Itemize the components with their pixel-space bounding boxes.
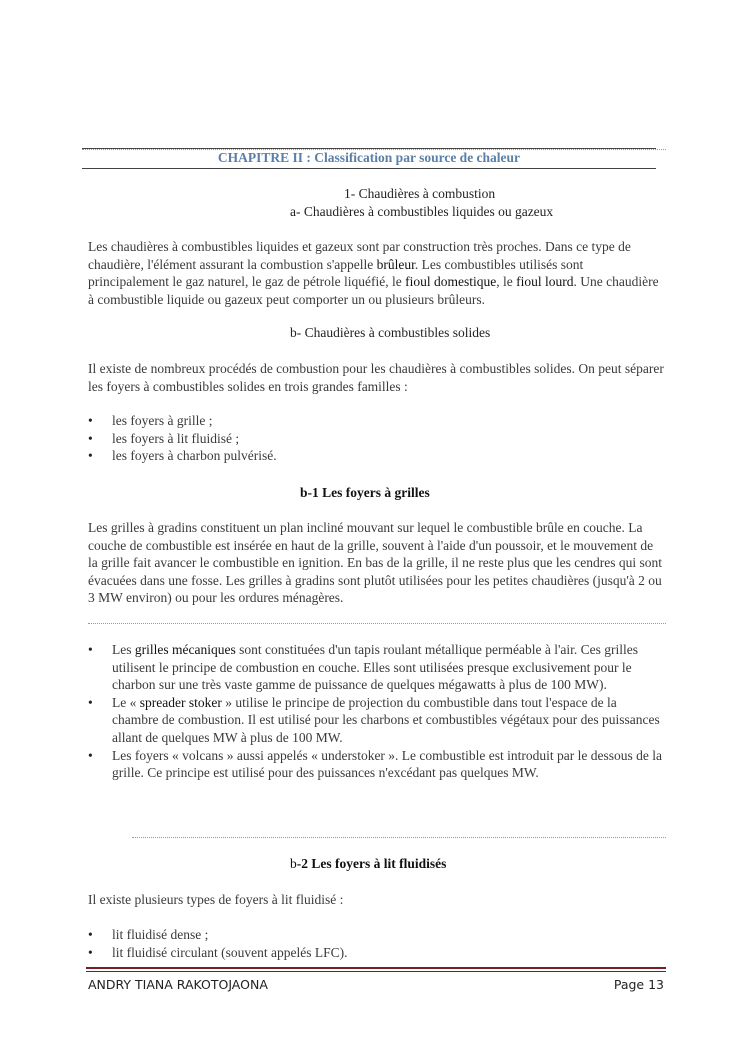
section-b1-heading: b-1 Les foyers à grilles [300,485,430,500]
bullet-icon: • [88,413,93,428]
list-item [88,747,666,782]
bullet-icon: • [88,448,93,464]
list-item [88,412,666,430]
p1-text-1: Les chaudières à combustibles liquides et gazeux sont par construction très proches. Dans ce type de chaudière, l'élément assurant la combustion s'appelle [88,239,631,272]
list-item-text: Les [112,642,135,657]
p1-term-fioul-domestique: fioul domestique [405,274,497,290]
paragraph-liquid-gas [88,238,666,308]
bullet-icon: • [88,927,93,942]
section-b2-heading [290,856,446,872]
paragraph-grilles: Les grilles à gradins constituent un plan incliné mouvant sur lequel le combustible brûle en couche. La couche de combustible est insérée en haut de la grille, souvent à l'aide d'un poussoir, et le mouvement de la grille fait avancer le combustible en ignition. En bas de la grille, il ne reste plus que les cendres qui sont évacuées dans une fosse. Les grilles à gradins sont plutôt utilisées pour les petites chaudières (jusqu'à 2 ou 3 MW environ) ou pour les ordures ménagères. [88,520,662,606]
p1-text-5: , le [496,274,517,290]
list-item-text: Les foyers « volcans » aussi appelés « understoker ». Le combustible est introduit par le dessous de la grille. Ce principe est utilisé pour des puissances n'excédant pas quelques MW. [112,747,662,781]
term-spreader-stoker: spreader stoker [139,694,222,710]
section-1a-heading: a- Chaudières à combustibles liquides ou gazeux [290,204,554,219]
footer-page-number: Page 13 [613,977,664,992]
list-item-text: les foyers à grille ; [112,413,213,428]
fluidized-bed-list [88,926,666,961]
list-item [88,641,666,694]
footer-rule-thick [86,967,666,969]
b2-title: -2 Les foyers à lit fluidisés [296,856,447,871]
list-item-text: » utilise le principe de projection du combustible dans tout l'espace de la chambre de combustion. Il est utilisé pour les charbons et combustibles végétaux pour des puissances allant de quelques MW à plus de 100 MW. [112,694,660,745]
list-item [88,694,666,747]
list-item-text: lit fluidisé circulant (souvent appelés LFC). [112,944,348,960]
bullet-icon: • [88,642,93,657]
list-item-text: les foyers à charbon pulvérisé. [112,448,277,464]
bullet-icon: • [88,694,93,710]
p1-text-7: . Une chaudière à combustible liquide ou gazeux peut comporter un ou plusieurs brûleurs. [88,274,659,307]
list-item-text: sont constituées d'un tapis roulant métallique perméable à l'air. Ces grilles utilisent le principe de combustion en couche. Elles sont utilisées presque exclusivement pour le charbon sur une très vaste gamme de puissance de quelques mégawatts à plus de 100 MW). [112,642,638,693]
chapter-title: CHAPITRE II : Classification par source de chaleur [217,150,521,165]
p1-term-bruleur: brûleur [376,256,415,272]
list-item-text: Le « [112,694,140,710]
list-item [88,944,666,962]
solid-fuel-families-list [88,412,666,465]
b2-prefix: b [290,856,297,871]
section-1-heading: 1- Chaudières à combustion [344,186,496,201]
bullet-icon: • [88,430,93,446]
section-1b-heading: b- Chaudières à combustibles solides [290,325,491,340]
bullet-icon: • [88,944,93,960]
footer-rule-thin [86,971,666,972]
p1-term-fioul-lourd: fioul lourd [516,274,574,290]
term-grilles-mecaniques: grilles mécaniques [134,642,236,657]
paragraph-solid-fuel: Il existe de nombreux procédés de combustion pour les chaudières à combustibles solides. On peut séparer les foyers à combustibles solides en trois grandes familles : [88,361,664,394]
footer-author: ANDRY TIANA RAKOTOJAONA [88,977,268,992]
list-item-text: lit fluidisé dense ; [112,927,209,942]
bullet-icon: • [88,747,93,763]
list-item [88,430,666,448]
list-item [88,447,666,465]
section-dotted-rule [132,837,666,838]
list-item-text: les foyers à lit fluidisé ; [112,430,240,446]
p1-text-3: . Les combustibles utilisés sont principalement le gaz naturel, le gaz de pétrole liquéfié, le [88,256,584,290]
paragraph-lit-fluidise: Il existe plusieurs types de foyers à lit fluidisé : [88,892,344,907]
header-bottom-rule [82,168,656,169]
header-top-solid-rule [82,148,656,149]
paragraph-dotted-rule [88,623,666,624]
grille-types-list [88,641,666,782]
list-item [88,926,666,944]
